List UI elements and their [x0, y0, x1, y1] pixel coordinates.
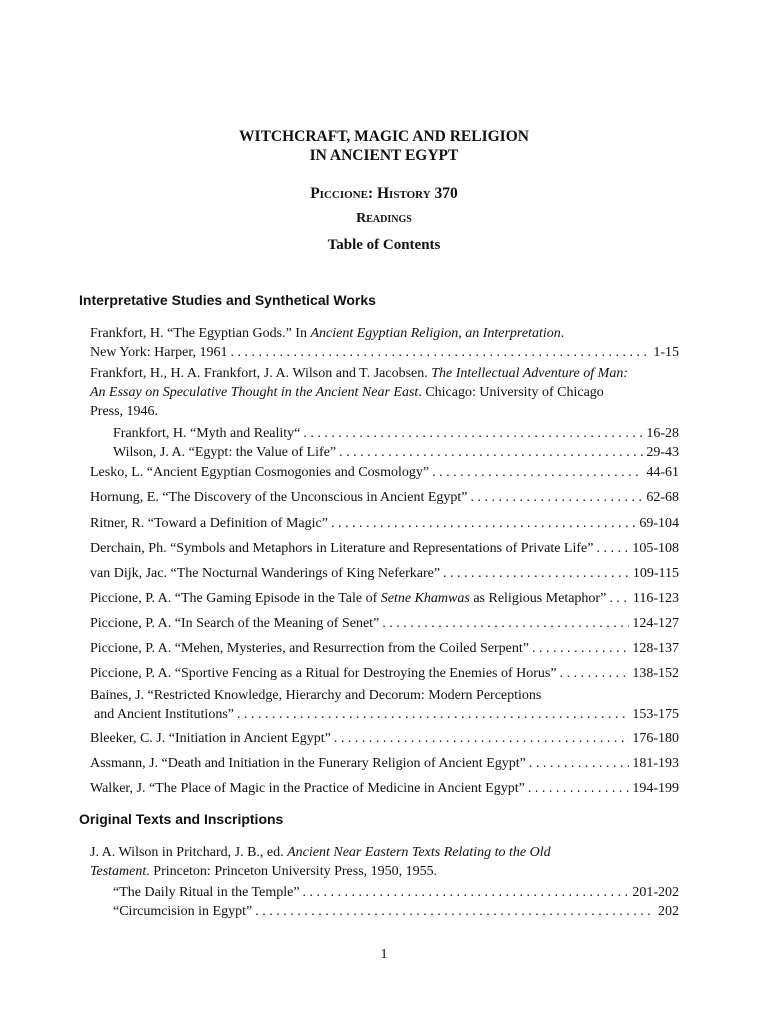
entry-title-italic: Ancient Egyptian Religion, an Interpretation — [310, 326, 561, 341]
dot-leader — [528, 779, 629, 798]
entry-text: . Chicago: University of Chicago — [418, 385, 604, 400]
dot-leader — [560, 664, 630, 683]
page-range: 1-15 — [653, 345, 679, 360]
toc-entry — [90, 614, 679, 633]
section-heading-interpretative-studies: Interpretative Studies and Synthetical Works — [79, 292, 376, 308]
page-range: 124-127 — [632, 616, 679, 631]
page-range: 109-115 — [632, 566, 679, 581]
dot-leader — [237, 705, 629, 724]
page-range: 128-137 — [632, 641, 679, 656]
entry-text: Derchain, Ph. “Symbols and Metaphors in Literature and Representations of Private Life” — [90, 541, 594, 556]
entry-text: New York: Harper, 1961 — [90, 345, 228, 360]
page-range: 62-68 — [646, 490, 679, 505]
entry-text: . Princeton: Princeton University Press, 1950, 1955. — [146, 864, 438, 879]
entry-text: Piccione, P. A. “In Search of the Meaning of Senet” — [90, 616, 380, 631]
dot-leader — [255, 902, 655, 921]
toc-entry — [90, 514, 679, 533]
entry-text: Piccione, P. A. “Mehen, Mysteries, and Resurrection from the Coiled Serpent” — [90, 641, 529, 656]
dot-leader — [596, 539, 629, 558]
entry-text: Baines, J. “Restricted Knowledge, Hierarchy and Decorum: Modern Perceptions — [90, 688, 542, 703]
toc-entry — [90, 364, 679, 421]
entry-text: and Ancient Institutions” — [94, 707, 234, 722]
toc-entry — [90, 779, 679, 798]
entry-title-italic: The Intellectual Adventure of Man: — [431, 366, 628, 381]
page-range: 194-199 — [632, 781, 679, 796]
toc-entry — [90, 463, 679, 482]
page-range: 116-123 — [632, 591, 679, 606]
entry-text: Bleeker, C. J. “Initiation in Ancient Egypt” — [90, 731, 331, 746]
toc-subentry — [113, 883, 679, 921]
entry-text: “Circumcision in Egypt” — [113, 904, 253, 919]
table-of-contents-heading: Table of Contents — [327, 237, 441, 253]
dot-leader — [432, 463, 643, 482]
entry-title-italic: Setne Khamwas — [380, 591, 470, 606]
entry-text: Frankfort, H. “The Egyptian Gods.” In — [90, 326, 311, 341]
entry-text: van Dijk, Jac. “The Nocturnal Wanderings of King Neferkare” — [90, 566, 441, 581]
entry-text: . — [560, 326, 565, 341]
entry-text: Frankfort, H., H. A. Frankfort, J. A. Wilson and T. Jacobsen. — [90, 366, 432, 381]
dot-leader — [529, 754, 629, 773]
entry-text: Piccione, P. A. “The Gaming Episode in the Tale of — [90, 591, 381, 606]
entry-text: Press, 1946. — [90, 404, 159, 419]
toc-entry — [90, 729, 679, 748]
toc-entry — [90, 843, 679, 881]
page-range: 201-202 — [632, 885, 679, 900]
entry-text: Lesko, L. “Ancient Egyptian Cosmogonies and Cosmology” — [90, 465, 430, 480]
dot-leader — [471, 488, 644, 507]
page-number: 1 — [380, 947, 388, 962]
entry-text: J. A. Wilson in Pritchard, J. B., ed. — [90, 845, 288, 860]
page-range: 176-180 — [632, 731, 679, 746]
entry-title-italic: An Essay on Speculative Thought in the Ancient Near East — [90, 385, 419, 400]
toc-entry — [90, 488, 679, 507]
entry-text: Ritner, R. “Toward a Definition of Magic” — [90, 516, 328, 531]
entry-text: Walker, J. “The Place of Magic in the Practice of Medicine in Ancient Egypt” — [90, 781, 525, 796]
entry-text: Piccione, P. A. “Sportive Fencing as a Ritual for Destroying the Enemies of Horus” — [90, 666, 557, 681]
page-range: 69-104 — [639, 516, 679, 531]
entry-text: “The Daily Ritual in the Temple” — [113, 885, 300, 900]
document-title-line-1: WITCHCRAFT, MAGIC AND RELIGION — [239, 128, 529, 145]
course-heading: Piccione: History 370 — [310, 185, 458, 202]
toc-entry — [90, 754, 679, 773]
entry-text: Assmann, J. “Death and Initiation in the Funerary Religion of Ancient Egypt” — [90, 756, 526, 771]
dot-leader — [303, 424, 643, 443]
page-range: 202 — [658, 904, 679, 919]
dot-leader — [339, 443, 643, 462]
toc-subentry — [113, 424, 679, 462]
dot-leader — [303, 883, 630, 902]
entry-title-italic: Testament — [90, 864, 147, 879]
entry-text: Frankfort, H. “Myth and Reality“ — [113, 426, 301, 441]
toc-entry — [90, 664, 679, 683]
page-range: 16-28 — [646, 426, 679, 441]
toc-entry — [90, 589, 679, 608]
document-title-line-2: IN ANCIENT EGYPT — [309, 147, 459, 164]
dot-leader — [609, 589, 630, 608]
toc-entry — [90, 639, 679, 658]
entry-text: Hornung, E. “The Discovery of the Unconscious in Ancient Egypt” — [90, 490, 468, 505]
dot-leader — [382, 614, 629, 633]
toc-entry — [90, 686, 679, 724]
section-heading-original-texts: Original Texts and Inscriptions — [79, 811, 284, 827]
page-range: 44-61 — [646, 465, 679, 480]
page-range: 138-152 — [632, 666, 679, 681]
page-range: 29-43 — [646, 445, 679, 460]
dot-leader — [331, 514, 636, 533]
dot-leader — [230, 343, 650, 362]
dot-leader — [443, 564, 630, 583]
entry-text: Wilson, J. A. “Egypt: the Value of Life” — [113, 445, 337, 460]
entry-text: as Religious Metaphor” — [469, 591, 607, 606]
page-range: 105-108 — [632, 541, 679, 556]
dot-leader — [334, 729, 629, 748]
page-range: 181-193 — [632, 756, 679, 771]
page-range: 153-175 — [632, 707, 679, 722]
toc-entry — [90, 539, 679, 558]
readings-heading: Readings — [356, 211, 412, 226]
dot-leader — [532, 639, 629, 658]
toc-entry — [90, 564, 679, 583]
entry-title-italic: Ancient Near Eastern Texts Relating to the Old — [287, 845, 551, 860]
toc-entry — [90, 324, 679, 362]
